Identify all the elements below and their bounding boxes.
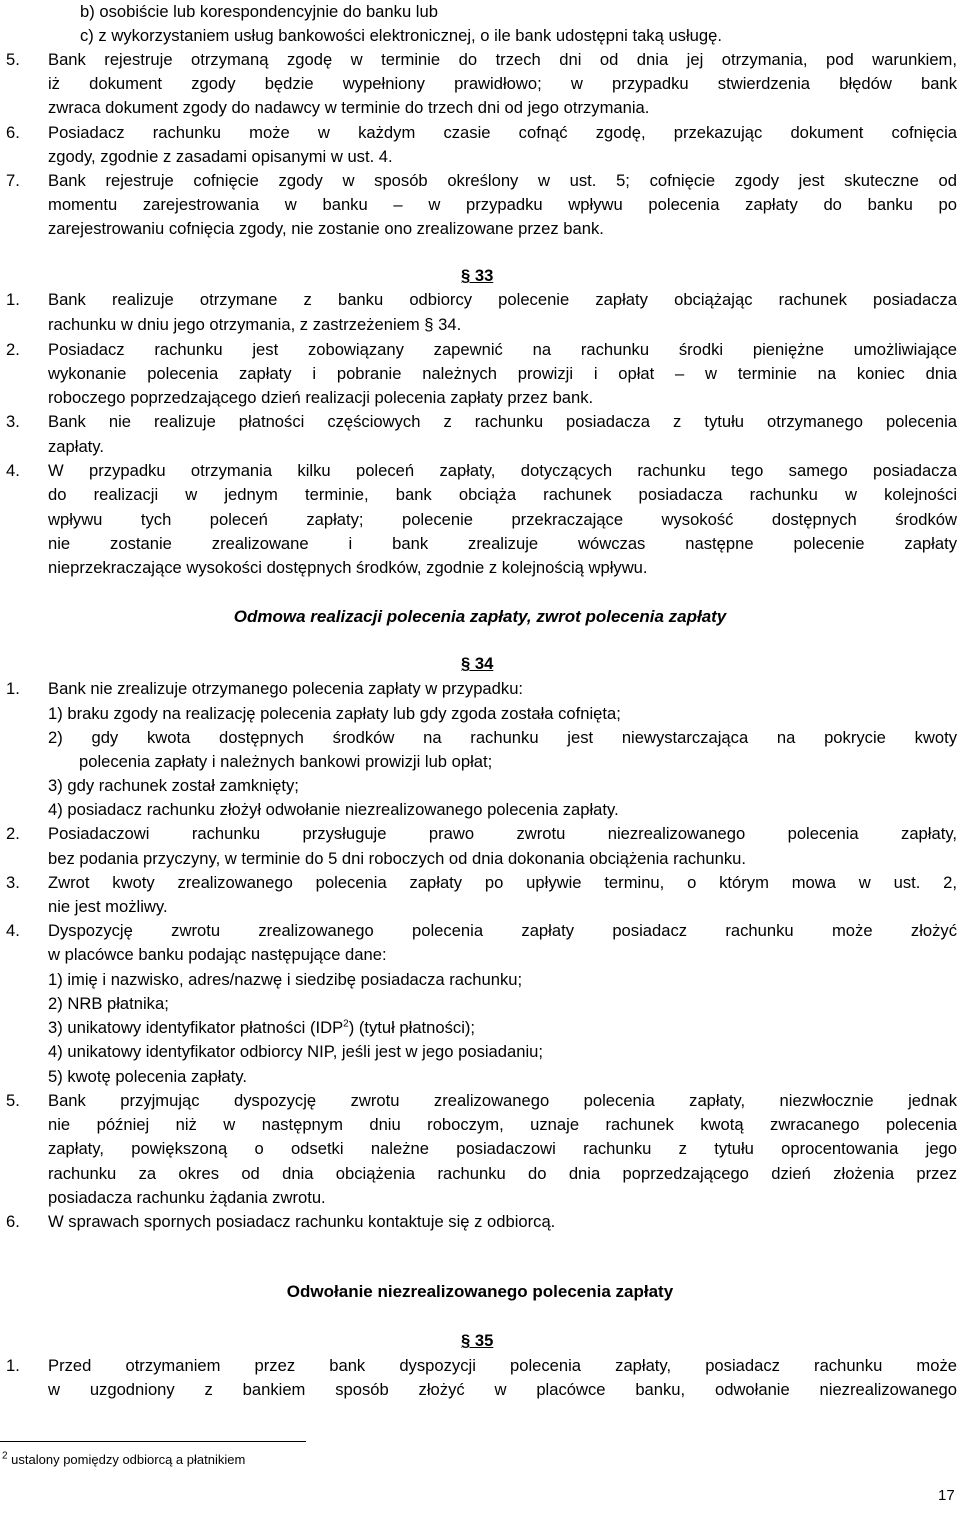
text-line-content: W przypadku otrzymania kilku poleceń zapłaty, dotyczących rachunku tego samego posiadacza xyxy=(48,461,957,480)
text-line xyxy=(48,1356,957,1376)
text-line xyxy=(48,74,957,94)
text-line xyxy=(48,437,104,457)
text-line xyxy=(48,123,957,143)
text-line-content: c) z wykorzystaniem usług bankowości elektronicznej, o ile bank udostępni taką usługę. xyxy=(80,26,722,45)
text-line-content: nie zostanie zrealizowane i bank zrealizuje wówczas następne polecenie zapłaty xyxy=(48,534,957,553)
text-line-content: rachunku w dniu jego otrzymania, z zastrzeżeniem § 34. xyxy=(48,315,462,334)
text-line xyxy=(48,824,957,844)
text-line xyxy=(48,315,461,335)
text-line-content: 1) braku zgody na realizację polecenia zapłaty lub gdy zgoda została cofnięta; xyxy=(48,704,621,723)
footnote-reference: 2 xyxy=(343,1018,349,1030)
text-line-content: Dyspozycję zwrotu zrealizowanego polecenia zapłaty posiadacz rachunku może złożyć xyxy=(48,921,957,940)
text-line xyxy=(48,388,593,408)
paragraph-marker: § 35 xyxy=(461,1331,494,1350)
text-line xyxy=(48,461,957,481)
text-line xyxy=(79,752,492,772)
list-number: 6. xyxy=(6,1212,20,1231)
text-line xyxy=(48,1164,957,1184)
paragraph-marker: § 33 xyxy=(461,266,494,285)
text-line xyxy=(48,1188,326,1208)
text-line-content: wpływu tych poleceń zapłaty; polecenie przekraczające wysokość dostępnych środków xyxy=(48,510,957,529)
text-line-content: Posiadacz rachunku jest zobowiązany zapewnić na rachunku środki pieniężne umożliwiające xyxy=(48,340,957,359)
text-line xyxy=(48,290,957,310)
text-line-content: Bank nie realizuje płatności częściowych z rachunku posiadacza z tytułu otrzymanego polecenia xyxy=(48,412,957,431)
text-line xyxy=(48,1115,957,1135)
list-number: 4. xyxy=(6,921,20,940)
text-line-content: ) (tytuł płatności); xyxy=(348,1018,476,1037)
text-line xyxy=(48,485,957,505)
text-line xyxy=(48,1042,543,1062)
text-line-content: Bank rejestruje cofnięcie zgody w sposób określony w ust. 5; cofnięcie zgody jest skuteczne od xyxy=(48,171,957,190)
text-line-content: zgody, zgodnie z zasadami opisanymi w ust. 4. xyxy=(48,147,393,166)
text-line-content: nie później niż w następnym dniu roboczym, uznaje rachunek kwotą zwracanego polecenia xyxy=(48,1115,957,1134)
list-number: 2. xyxy=(6,340,20,359)
section-heading: Odwołanie niezrealizowanego polecenia zapłaty xyxy=(286,1282,674,1301)
text-line-content: 1) imię i nazwisko, adres/nazwę i siedzibę posiadacza rachunku; xyxy=(48,970,523,989)
text-line-content: roboczego poprzedzającego dzień realizacji polecenia zapłaty przez bank. xyxy=(48,388,594,407)
text-line xyxy=(48,558,648,578)
section-heading: Odmowa realizacji polecenia zapłaty, zwrot polecenia zapłaty xyxy=(233,607,727,626)
text-line-content: nieprzekraczające wysokości dostępnych środków, zgodnie z kolejnością wpływu. xyxy=(48,558,648,577)
list-number: 3. xyxy=(6,873,20,892)
text-line xyxy=(48,1212,555,1232)
list-number: 4. xyxy=(6,461,20,480)
text-line xyxy=(48,147,393,167)
text-line xyxy=(48,873,957,893)
list-number: 1. xyxy=(6,290,20,309)
list-number: 6. xyxy=(6,123,20,142)
text-line-content: 2) NRB płatnika; xyxy=(48,994,169,1013)
list-number: 7. xyxy=(6,171,20,190)
text-line xyxy=(48,1067,247,1087)
text-line xyxy=(48,728,957,748)
footnote-mark: 2 xyxy=(2,1450,8,1462)
text-line xyxy=(48,994,169,1014)
list-number: 1. xyxy=(6,679,20,698)
text-line-content: bez podania przyczyny, w terminie do 5 dni roboczych od dnia dokonania obciążenia rachunku. xyxy=(48,849,746,868)
text-line-content: Przed otrzymaniem przez bank dyspozycji polecenia zapłaty, posiadacz rachunku może xyxy=(48,1356,957,1375)
text-line-content: zarejestrowaniu cofnięcia zgody, nie zostanie ono zrealizowane przez bank. xyxy=(48,219,604,238)
text-line-content: Bank realizuje otrzymane z banku odbiorcy polecenie zapłaty obciążając rachunek posiadacza xyxy=(48,290,957,309)
text-line xyxy=(48,945,387,965)
text-line-content: Bank nie zrealizuje otrzymanego polecenia zapłaty w przypadku: xyxy=(48,679,524,698)
text-line-content: Bank rejestruje otrzymaną zgodę w terminie do trzech dni od dnia jej otrzymania, pod warunkiem, xyxy=(48,50,957,69)
text-line-content: 3) gdy rachunek został zamknięty; xyxy=(48,776,299,795)
text-line xyxy=(48,704,621,724)
list-number: 5. xyxy=(6,50,20,69)
text-line-content: Posiadacz rachunku może w każdym czasie cofnąć zgodę, przekazując dokument cofnięcia xyxy=(48,123,957,142)
list-number: 3. xyxy=(6,412,20,431)
text-line xyxy=(48,195,957,215)
text-line-content: b) osobiście lub korespondencyjnie do banku lub xyxy=(80,2,438,21)
text-line xyxy=(48,219,604,239)
text-line-content: momentu zarejestrowania w banku – w przypadku wpływu polecenia zapłaty do banku po xyxy=(48,195,957,214)
text-line xyxy=(48,412,957,432)
text-line xyxy=(48,364,957,384)
text-line xyxy=(48,1139,957,1159)
text-line-content: 3) unikatowy identyfikator płatności (IDP xyxy=(48,1018,344,1037)
text-line xyxy=(48,510,957,530)
text-line-content: nie jest możliwy. xyxy=(48,897,168,916)
text-line xyxy=(48,1380,957,1400)
footnote-divider xyxy=(0,1441,306,1442)
text-line xyxy=(48,98,649,118)
text-line-content: do realizacji w jednym terminie, bank obciąża rachunek posiadacza rachunku w kolejności xyxy=(48,485,957,504)
text-line-content: w uzgodniony z bankiem sposób złożyć w placówce banku, odwołanie niezrealizowanego xyxy=(48,1380,957,1399)
text-line xyxy=(48,849,746,869)
text-line xyxy=(48,534,957,554)
text-line-content: zwraca dokument zgody do nadawcy w terminie do trzech dni od jego otrzymania. xyxy=(48,98,650,117)
paragraph-marker: § 34 xyxy=(461,654,494,673)
footnote xyxy=(2,1452,245,1468)
text-line xyxy=(48,1091,957,1111)
text-line xyxy=(48,50,957,70)
text-line xyxy=(48,340,957,360)
text-line xyxy=(80,2,438,22)
text-line-content: 4) posiadacz rachunku złożył odwołanie niezrealizowanego polecenia zapłaty. xyxy=(48,800,619,819)
text-line-content: 2) gdy kwota dostępnych środków na rachunku jest niewystarczająca na pokrycie kwoty xyxy=(48,728,957,747)
text-line-content: w placówce banku podając następujące dane: xyxy=(48,945,387,964)
text-line-content: zapłaty, powiększoną o odsetki należne posiadaczowi rachunku z tytułu oprocentowania jego xyxy=(48,1139,957,1158)
text-line xyxy=(48,1018,475,1038)
text-line xyxy=(48,800,619,820)
text-line-content: polecenia zapłaty i należnych bankowi prowizji lub opłat; xyxy=(79,752,493,771)
text-line-content: zapłaty. xyxy=(48,437,104,456)
text-line xyxy=(48,921,957,941)
text-line xyxy=(48,679,523,699)
list-number: 1. xyxy=(6,1356,20,1375)
list-number: 2. xyxy=(6,824,20,843)
text-line-content: wykonanie polecenia zapłaty i pobranie należnych prowizji i opłat – w terminie na koniec dnia xyxy=(48,364,957,383)
text-line xyxy=(48,171,957,191)
text-line-content: W sprawach spornych posiadacz rachunku kontaktuje się z odbiorcą. xyxy=(48,1212,556,1231)
text-line-content: posiadacza rachunku żądania zwrotu. xyxy=(48,1188,326,1207)
text-line-content: Bank przyjmując dyspozycję zwrotu zrealizowanego polecenia zapłaty, niezwłocznie jednak xyxy=(48,1091,957,1110)
text-line-content: Zwrot kwoty zrealizowanego polecenia zapłaty po upływie terminu, o którym mowa w ust. 2, xyxy=(48,873,957,892)
text-line-content: Posiadaczowi rachunku przysługuje prawo zwrotu niezrealizowanego polecenia zapłaty, xyxy=(48,824,957,843)
text-line xyxy=(80,26,722,46)
text-line-content: 4) unikatowy identyfikator odbiorcy NIP, jeśli jest w jego posiadaniu; xyxy=(48,1042,544,1061)
page-number: 17 xyxy=(938,1487,955,1504)
text-line xyxy=(48,897,168,917)
footnote-text: ustalony pomiędzy odbiorcą a płatnikiem xyxy=(7,1452,246,1467)
text-line xyxy=(48,776,299,796)
text-line-content: 5) kwotę polecenia zapłaty. xyxy=(48,1067,247,1086)
text-line xyxy=(48,970,522,990)
text-line-content: iż dokument zgody będzie wypełniony prawidłowo; w przypadku stwierdzenia błędów bank xyxy=(48,74,957,93)
list-number: 5. xyxy=(6,1091,20,1110)
text-line-content: rachunku za okres od dnia obciążenia rachunku do dnia poprzedzającego dzień złożenia przez xyxy=(48,1164,957,1183)
